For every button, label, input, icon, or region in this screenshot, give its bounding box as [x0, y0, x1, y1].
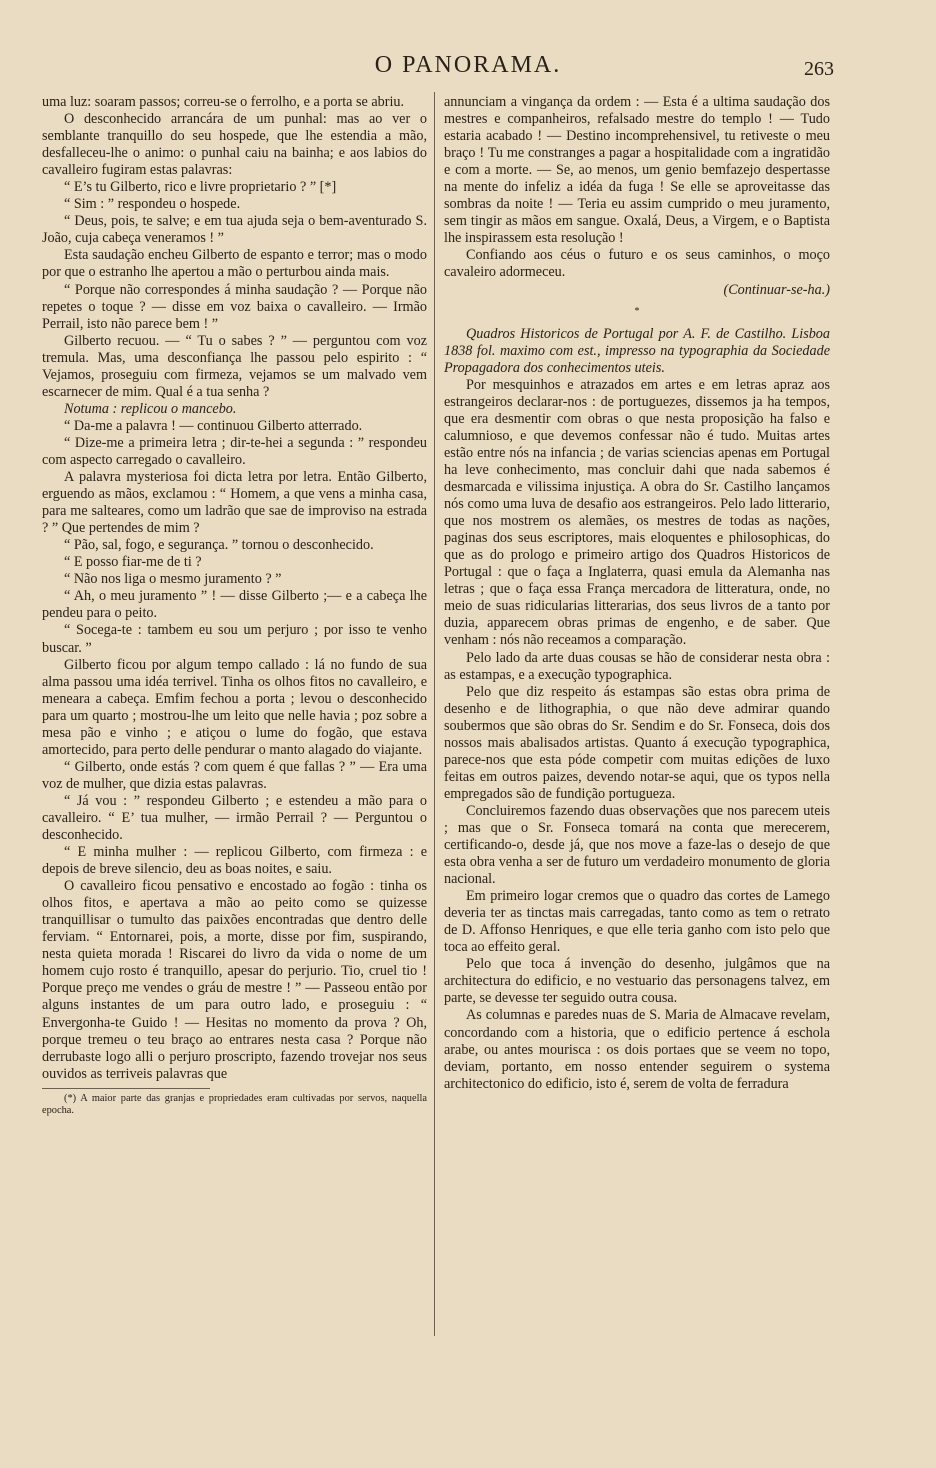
paragraph: “ Deus, pois, te salve; e em tua ajuda seja o bem-aventurado S. João, cuja cabeça veneramos ! ”	[42, 213, 427, 247]
left-column	[42, 94, 427, 1117]
paragraph: Esta saudação encheu Gilberto de espanto e terror; mas o modo por que o estranho lhe apertou a mão o perturbou ainda mais.	[42, 247, 427, 281]
paragraph: “ Socega-te : tambem eu sou um perjuro ; por isso te venho buscar. ”	[42, 622, 427, 656]
page-header	[0, 52, 936, 86]
paragraph: “ Ah, o meu juramento ” ! — disse Gilberto ;— e a cabeça lhe pendeu para o peito.	[42, 588, 427, 622]
paragraph: Pelo que toca á invenção do desenho, julgâmos que na architectura do edificio, e no vestuario das personagens talvez, em parte, se devesse ter seguido outra cousa.	[444, 956, 830, 1007]
paragraph: Pelo lado da arte duas cousas se hão de considerar nesta obra : as estampas, e a execução typographica.	[444, 649, 830, 683]
paragraph: “ Pão, sal, fogo, e segurança. ” tornou o desconhecido.	[64, 537, 374, 554]
paragraph: Pelo que diz respeito ás estampas são estas obra prima de desenho e de lithographia, o que não deve admirar quando soubermos que são obras do Sr. Sendim e do Sr. Fonseca, dois dos nossos mais abalisados artistas. Quanto á execução typographica, parece-nos que esta póde competir com muitas edições de luxo feitas em outros paizes, devendo notar-se aqui, que os typos nella empregados são de fundição portugueza.	[444, 683, 830, 802]
paragraph: “ Não nos liga o mesmo juramento ? ”	[64, 571, 282, 588]
paragraph: “ Gilberto, onde estás ? com quem é que fallas ? ” — Era uma voz de mulher, que dizia estas palavras.	[42, 758, 427, 792]
paragraph: uma luz: soaram passos; correu-se o ferrolho, e a porta se abriu.	[42, 94, 405, 110]
continuation-note: (Continuar-se-ha.)	[723, 281, 830, 298]
review-heading: Quadros Historicos de Portugal por A. F. de Castilho. Lisboa 1838 fol. maximo com est., impresso na typographia da Sociedade Propagadora dos conhecimentos uteis.	[444, 325, 830, 376]
page-number: 263	[804, 58, 834, 80]
paragraph: “ Porque não correspondes á minha saudação ? — Porque não repetes o toque ? — disse em voz baixa o cavalleiro. — Irmão Perrail, isto não parece bem ! ”	[42, 281, 427, 332]
paragraph: Concluiremos fazendo duas observações que nos parecem uteis ; mas que o Sr. Fonseca tomará na conta que merecerem, certificando-o, desde já, que nos move a faze-las o desejo de que esta obra venha a ser de futuro um verdadeiro monumento de gloria nacional.	[444, 802, 830, 888]
footnote: (*) A maior parte das granjas e propriedades eram cultivadas por servos, naquella epocha.	[42, 1092, 427, 1116]
paragraph: “ Da-me a palavra ! — continuou Gilberto atterrado.	[64, 417, 363, 434]
paragraph: A palavra mysteriosa foi dicta letra por letra. Então Gilberto, erguendo as mãos, exclamou : “ Homem, a que vens a minha casa, para me salteares, como um ladrão que sae de improviso na estrada ? ” Que pertendes de mim ?	[42, 469, 427, 537]
paragraph: “ E minha mulher : — replicou Gilberto, com firmeza : e depois de breve silencio, deu as boas noites, e saiu.	[42, 844, 427, 878]
page-title: O PANORAMA.	[374, 52, 562, 78]
paragraph: Por mesquinhos e atrazados em artes e em letras apraz aos estrangeiros declarar-nos : de portuguezes, dissemos ja ha tempos, que era desmentir com obras o que nesta proposição ha falso e calumnioso, e que devemos confessar não é tudo. Muitas artes estão entre nós na infancia ; de varias sciencias apenas em Portugal ha leve conhecimento, mas concluir dahi que nada sabemos é desmarcada e vilissima injustiça. A obra do Sr. Castilho lançamos nós como uma luva de desafio aos estrangeiros. Pelo lado litterario, que nos mostrem os alemães, os mestres de todas as nações, paginas dos seus escriptores, mais eloquentes e philosophicas, do que as do prologo e primeiro artigo dos Quadros Historicos de Portugal : que o faça a Inglaterra, quasi emula da Alemanha nas letras ; que o faça essa França mercadora de litteratura, onde, no meio de suas ridicularias litterarias, dos seus livros de a tanto por duzia, apparecem obras primas de engenho, e de saber. Que venham : nós não receamos a comparação.	[444, 376, 830, 649]
paragraph: Gilberto ficou por algum tempo callado : lá no fundo de sua alma passou uma idéa terrivel. Tinha os olhos fitos no cavalleiro, e meneara a cabeça. Emfim fechou a porta ; levou o desconhecido para um quarto ; mostrou-lhe um leito que nelle havia ; poz sobre a mesa pão e vinho ; e atiçou o lume do fogão, que estava amortecido, para perto delle pendurar o manto alagado do viajante.	[42, 656, 427, 758]
paragraph: “ E posso fiar-me de ti ?	[64, 554, 202, 571]
section-separator: *	[634, 305, 640, 317]
paragraph: “ E’s tu Gilberto, rico e livre proprietario ? ” [*]	[64, 179, 337, 196]
paragraph: annunciam a vingança da ordem : — Esta é a ultima saudação dos mestres e companheiros, refalsado mestre do templo ! — Tudo estaria acabado ! — Destino incomprehensivel, tu retiveste o meu braço ! Tu me constranges a pagar a hospitalidade com a ingratidão e com a morte. — Se, ao menos, um genio bemfazejo despertasse na mente do infeliz a idéa da fuga ! Se elle se aproveitasse das sombras da noite ! — Teria eu assim cumprido o meu juramento, sem tingir as mãos em sangue. Oxalá, Deus, a Virgem, e o Baptista lhe inspirassem esta resolução !	[444, 94, 830, 247]
paragraph: “ Já vou : ” respondeu Gilberto ; e estendeu a mão para o cavalleiro. “ E’ tua mulher, — irmão Perrail ? — Perguntou o desconhecido.	[42, 792, 427, 844]
paragraph: “ Sim : ” respondeu o hospede.	[64, 196, 241, 213]
paragraph: Gilberto recuou. — “ Tu o sabes ? ” — perguntou com voz tremula. Mas, uma desconfiança lhe passou pelo espirito : “ Vejamos, proseguiu com firmeza, vejamos se um malvado vem escarnecer de mim. Qual é a tua senha ?	[42, 332, 427, 400]
paragraph: “ Dize-me a primeira letra ; dir-te-hei a segunda : ” respondeu com aspecto carregado o cavalleiro.	[42, 434, 427, 468]
column-divider	[434, 92, 435, 1336]
paragraph: Em primeiro logar cremos que o quadro das cortes de Lamego deveria ter as tinctas mais carregadas, tanto como as tem o retrato de D. Affonso Henriques, e que elle teria ganho com isto pelo que toca ao effeito geral.	[444, 888, 830, 956]
footnote-divider	[42, 1088, 210, 1089]
paragraph: Confiando aos céus o futuro e os seus caminhos, o moço cavaleiro adormeceu.	[444, 247, 830, 281]
paragraph: O cavalleiro ficou pensativo e encostado ao fogão : tinha os olhos fitos, e apertava a mão ao peito como se quizesse tranquillisar o tumulto das paixões encontradas que dentro delle ferviam. “ Entornarei, pois, a morte, disse por fim, suspirando, nesta quieta morada ! Riscarei do livro da vida o nome de um homem cujo rosto é tranquillo, apesar do perjurio. Tio, cruel tio ! Porque preço me vendes o gráu de mestre ! ” — Passeou então por alguns instantes de um para outro lado, e proseguiu : “ Envergonha-te Guido ! — Hesitas no momento da prova ? Oh, porque tremeu o teu braço ao entrares nesta casa ? Porque não derrubaste logo alli o perjuro proscripto, fazendo trovejar nos seus ouvidos as terriveis palavras que	[42, 878, 427, 1082]
paragraph: Notuma : replicou o mancebo.	[64, 400, 237, 417]
right-column	[444, 94, 830, 1093]
paragraph: O desconhecido arrancára de um punhal: mas ao ver o semblante tranquillo do seu hospede, que lhe estendia a mão, desfalleceu-lhe o animo: o punhal caiu na bainha; e aos labios do cavalleiro fugiram estas palavras:	[42, 111, 427, 179]
paragraph: As columnas e paredes nuas de S. Maria de Almacave revelam, concordando com a historia, que o edificio pertence á eschola arabe, ou antes mourisca : os dois portaes que se veem no topo, deviam, portanto, em nosso entender seguirem o systema architectonico do edificio, isto é, serem de volta de ferradura	[444, 1007, 830, 1092]
